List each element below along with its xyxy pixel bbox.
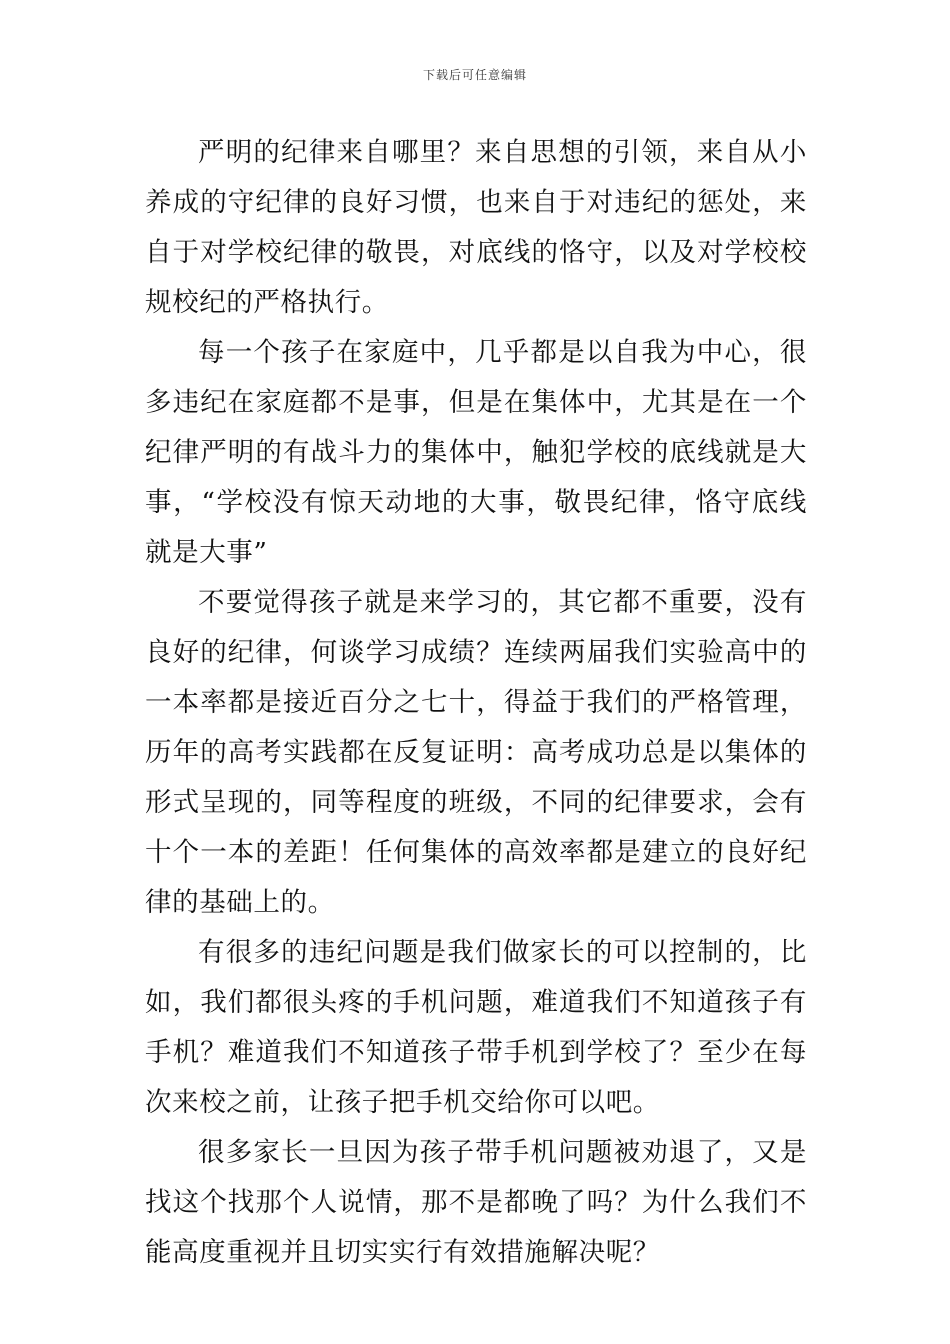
document-body (145, 128, 807, 1278)
paragraph-1: 严明的纪律来自哪里？来自思想的引领，来自从小养成的守纪律的良好习惯，也来自于对违纪的惩处，来自于对学校纪律的敬畏，对底线的恪守，以及对学校校规校纪的严格执行。 (145, 137, 807, 318)
paragraph-2: 每一个孩子在家庭中，几乎都是以自我为中心，很多违纪在家庭都不是事，但是在集体中，尤其是在一个纪律严明的有战斗力的集体中，触犯学校的底线就是大事，“学校没有惊天动地的大事，敬畏纪律，恪守底线就是大事” (145, 337, 807, 568)
paragraph-5: 很多家长一旦因为孩子带手机问题被劝退了，又是找这个找那个人说情，那不是都晚了吗？为什么我们不能高度重视并且切实实行有效措施解决呢？ (145, 1137, 807, 1268)
paragraph-4: 有很多的违纪问题是我们做家长的可以控制的，比如，我们都很头疼的手机问题，难道我们不知道孩子有手机？难道我们不知道孩子带手机到学校了？至少在每次来校之前，让孩子把手机交给你可以吧。 (145, 937, 807, 1118)
page-header: 下载后可任意编辑 (422, 68, 527, 82)
paragraph-3: 不要觉得孩子就是来学习的，其它都不重要，没有良好的纪律，何谈学习成绩？连续两届我们实验高中的一本率都是接近百分之七十，得益于我们的严格管理，历年的高考实践都在反复证明：高考成功总是以集体的形式呈现的，同等程度的班级，不同的纪律要求，会有十个一本的差距！任何集体的高效率都是建立的良好纪律的基础上的。 (145, 587, 807, 918)
